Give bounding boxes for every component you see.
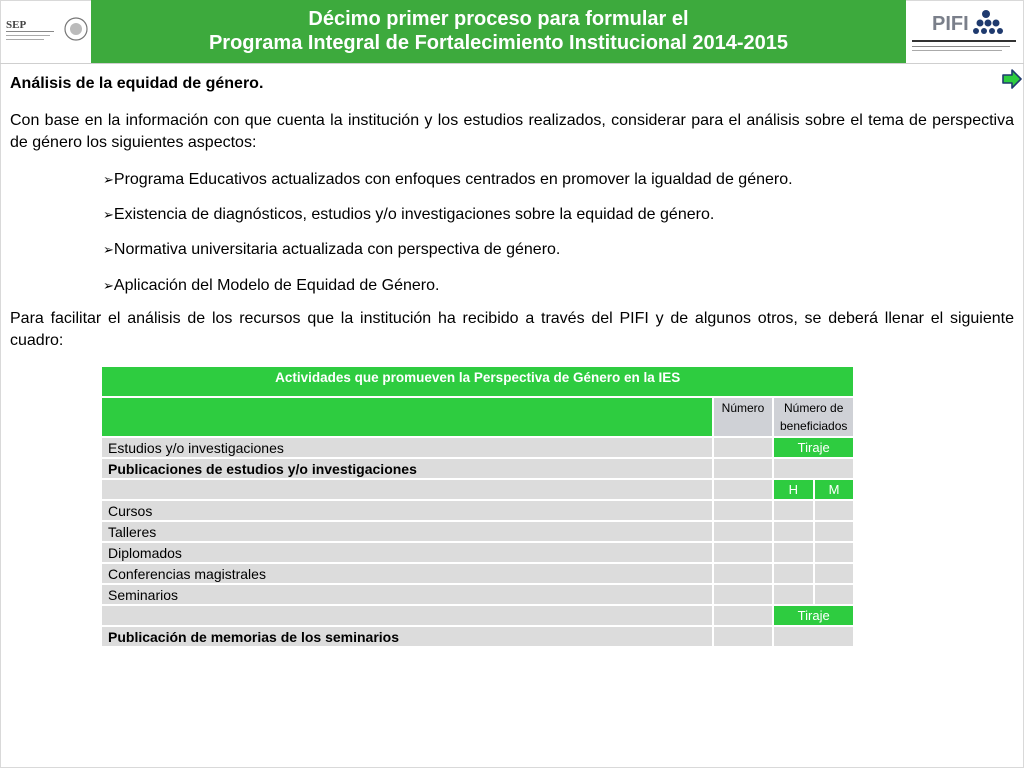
bullet-text: Normativa universitaria actualizada con perspectiva de género. [113, 241, 561, 258]
table-row [102, 543, 853, 562]
tiraje-label: Tiraje [774, 606, 853, 625]
bullet-item [103, 170, 793, 190]
table-row [102, 606, 853, 625]
bullet-text: Programa Educativos actualizados con enfoques centrados en promover la igualdad de género. [113, 171, 793, 188]
cell-numero[interactable] [714, 627, 772, 646]
table-row [102, 585, 853, 604]
row-label-seminarios: Seminarios [102, 585, 712, 604]
col-header-numero: Número [714, 398, 772, 436]
bullet-item [103, 205, 714, 225]
tiraje-label: Tiraje [774, 438, 853, 457]
activities-table [100, 365, 855, 648]
header-divider [0, 63, 1024, 64]
cell-numero[interactable] [714, 585, 772, 604]
closing-paragraph: Para facilitar el análisis de los recursos que la institución ha recibido a través del PIFI y de algunos otros, se deberá llenar el siguiente cuadro: [10, 310, 1014, 349]
row-label-publicaciones: Publicaciones de estudios y/o investigaciones [102, 459, 712, 478]
cell-m[interactable] [815, 543, 854, 562]
cell-m[interactable] [815, 585, 854, 604]
table-row [102, 459, 853, 478]
row-label-blank [102, 606, 712, 625]
col-header-m: M [815, 480, 854, 499]
cell-h[interactable] [774, 501, 813, 520]
section-title: Análisis de la equidad de género. [10, 75, 264, 92]
svg-text:SEP: SEP [6, 19, 27, 31]
table-row [102, 438, 853, 457]
header-title-bar [91, 0, 906, 63]
bullet-text: Aplicación del Modelo de Equidad de Género. [113, 277, 440, 294]
row-label-blank [102, 480, 712, 499]
cell-numero[interactable] [714, 564, 772, 583]
header-blank-cell [102, 398, 712, 436]
bullet-arrow-icon: ➢ [103, 242, 114, 257]
bullet-arrow-icon: ➢ [103, 207, 114, 222]
row-label-cursos: Cursos [102, 501, 712, 520]
table-title: Actividades que promueven la Perspectiva de Género en la IES [102, 367, 853, 396]
pifi-logo [910, 6, 1020, 60]
bullet-arrow-icon: ➢ [103, 278, 114, 293]
table-row [102, 501, 853, 520]
cell-h[interactable] [774, 543, 813, 562]
row-label-memorias: Publicación de memorias de los seminarios [102, 627, 712, 646]
cell-h[interactable] [774, 522, 813, 541]
header-title-line1: Décimo primer proceso para formular el [308, 8, 689, 30]
bullet-arrow-icon: ➢ [103, 172, 114, 187]
cell-numero[interactable] [714, 543, 772, 562]
cell-h[interactable] [774, 585, 813, 604]
cell-tiraje-value[interactable] [774, 459, 853, 478]
table-row [102, 480, 853, 499]
cell-blank [714, 480, 772, 499]
row-label-diplomados: Diplomados [102, 543, 712, 562]
table-row [102, 522, 853, 541]
table-row [102, 564, 853, 583]
row-label-conferencias: Conferencias magistrales [102, 564, 712, 583]
bullet-item [103, 276, 439, 296]
cell-m[interactable] [815, 501, 854, 520]
cell-tiraje-value[interactable] [774, 627, 853, 646]
row-label-estudios: Estudios y/o investigaciones [102, 438, 712, 457]
cell-blank [714, 606, 772, 625]
cell-numero[interactable] [714, 438, 772, 457]
col-header-beneficiados: Número de beneficiados [774, 398, 853, 436]
cell-numero[interactable] [714, 522, 772, 541]
col-header-h: H [774, 480, 813, 499]
intro-paragraph: Con base en la información con que cuenta la institución y los estudios realizados, considerar para el análisis sobre el tema de perspectiva de género los siguientes aspectos: [10, 112, 1014, 151]
bullet-text: Existencia de diagnósticos, estudios y/o investigaciones sobre la equidad de género. [113, 206, 715, 223]
cell-numero[interactable] [714, 459, 772, 478]
cell-numero[interactable] [714, 501, 772, 520]
bullet-item [103, 240, 560, 260]
table-row [102, 627, 853, 646]
cell-h[interactable] [774, 564, 813, 583]
cell-m[interactable] [815, 564, 854, 583]
header-title-line2: Programa Integral de Fortalecimiento Institucional 2014-2015 [208, 32, 789, 54]
svg-text:PIFI: PIFI [932, 13, 969, 35]
cell-m[interactable] [815, 522, 854, 541]
next-arrow-icon[interactable] [1001, 68, 1023, 90]
sep-logo [4, 14, 88, 44]
row-label-talleres: Talleres [102, 522, 712, 541]
